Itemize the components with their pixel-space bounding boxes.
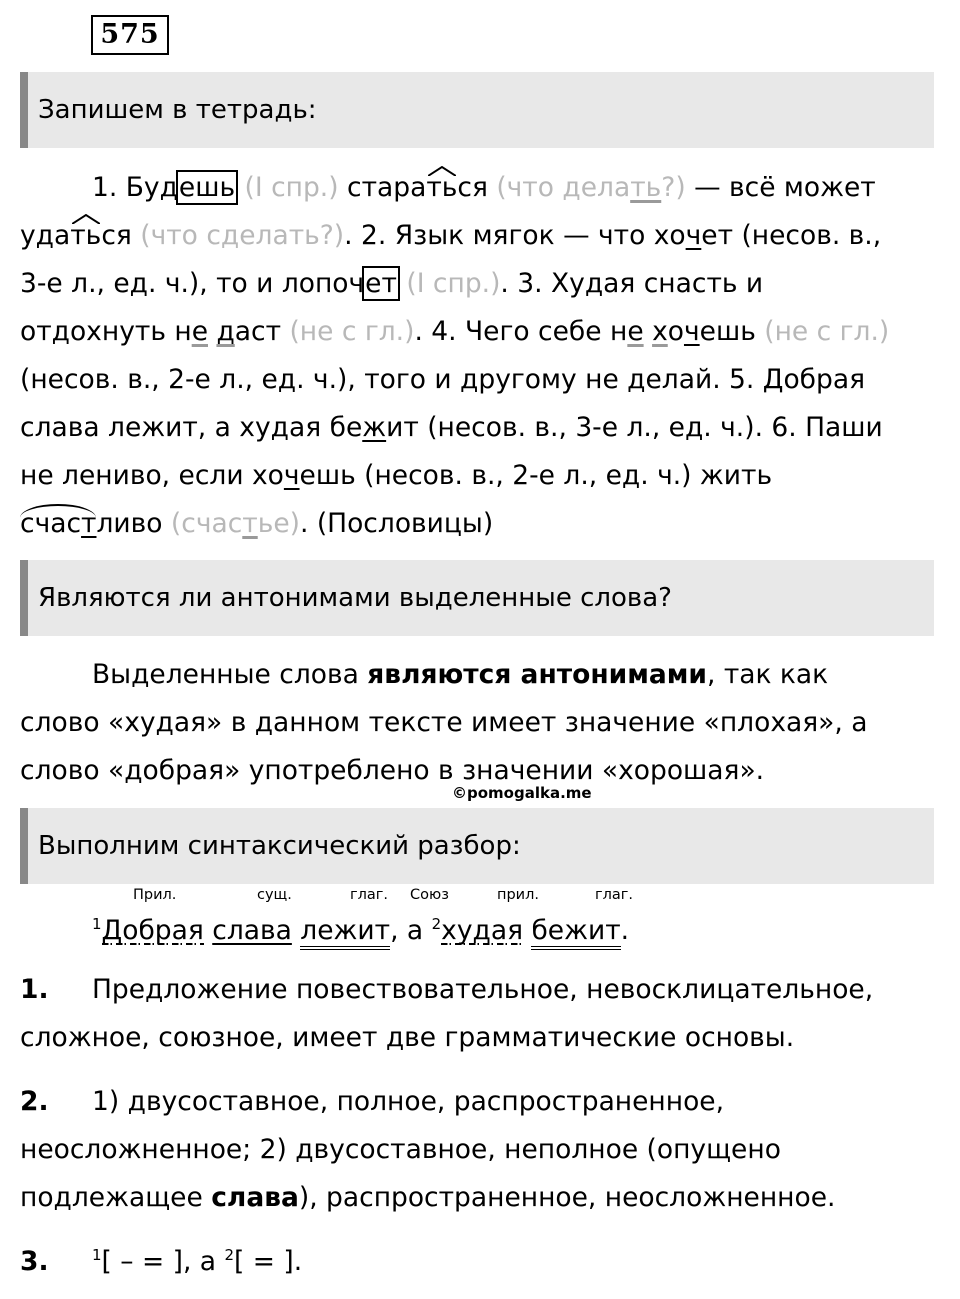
suffix-mark: ть [70,220,101,251]
subject-word: слава [212,915,292,946]
pos-label: Прил. [133,887,177,903]
answer-line-1: Выделенные слова являются антонимами, так как [92,659,829,690]
section-write-header: Запишем в тетрадь: [20,72,934,148]
ending-box: ешь [178,172,236,203]
part-of-speech-labels [0,887,960,907]
proverbs-text [20,164,940,548]
attribute-word: Добрая [101,915,204,946]
attribute-word: худая [441,915,524,946]
pos-label: сущ. [257,887,292,903]
pos-label: прил. [497,887,539,903]
section-antonyms-header: Являются ли антонимами выделенные слова? [20,560,934,636]
suffix-mark: ть [426,172,457,203]
pos-label: глаг. [350,887,388,903]
antonyms-answer [20,651,940,795]
exercise-number: 575 [91,15,169,55]
predicate-word: бежит [531,915,620,950]
proverbs-line-2: уда ться (что сделать?). 2. Язык мягок — что хочет (несов. в., [20,212,940,260]
proverbs-line-1: 1. Будешь (I спр.) стара ться (что делать?) — всё может [20,164,940,212]
watermark: ©pomogalka.me [452,784,592,802]
pos-label: Союз [410,887,449,903]
answer-line-2: слово «худая» в данном тексте имеет значение «плохая», а [20,707,868,738]
analysis-item-2: 2. 1) двусоставное, полное, распространенное, неосложненное; 2) двусоставное, неполное (опущено подлежащее слава), распространенное, неосложненное. [20,1086,836,1213]
proverbs-line-3: 3-е л., ед. ч.), то и лопочет (I спр.). 3. Худая снасть и [20,268,764,299]
answer-line-3: слово «добрая» употреблено в значении «хорошая». [20,755,765,786]
proverbs-line-5: (несов. в., 2-е л., ед. ч.), того и другому не делай. 5. Добрая [20,364,866,395]
root-mark: счаст [20,508,96,539]
proverbs-line-7: не лениво, если хочешь (несов. в., 2-е л., ед. ч.) жить [20,460,773,491]
analysis-item-3: 3. $^1$[ – = ], а $^2$[ = ]. [20,1246,303,1277]
predicate-word: лежит [300,915,390,950]
ending-box: ет [365,268,397,299]
proverbs-line-6: слава лежит, а худая бежит (несов. в., 3-е л., ед. ч.). 6. Паши [20,412,883,443]
pos-label: глаг. [595,887,633,903]
proverbs-line-4: отдохнуть не даст (не с гл.). 4. Чего себе не хочешь (не с гл.) [20,316,890,347]
parsed-sentence: $^1$Добрая слава лежит, а $^2$худая бежит. [92,907,629,955]
proverbs-line-8: счастливо (счастье). (Пословицы) [20,500,940,548]
section-syntax-header: Выполним синтаксический разбор: [20,808,934,884]
analysis-item-1: 1. Предложение повествовательное, невосклицательное, сложное, союзное, имеет две грамматические основы. [20,974,874,1053]
